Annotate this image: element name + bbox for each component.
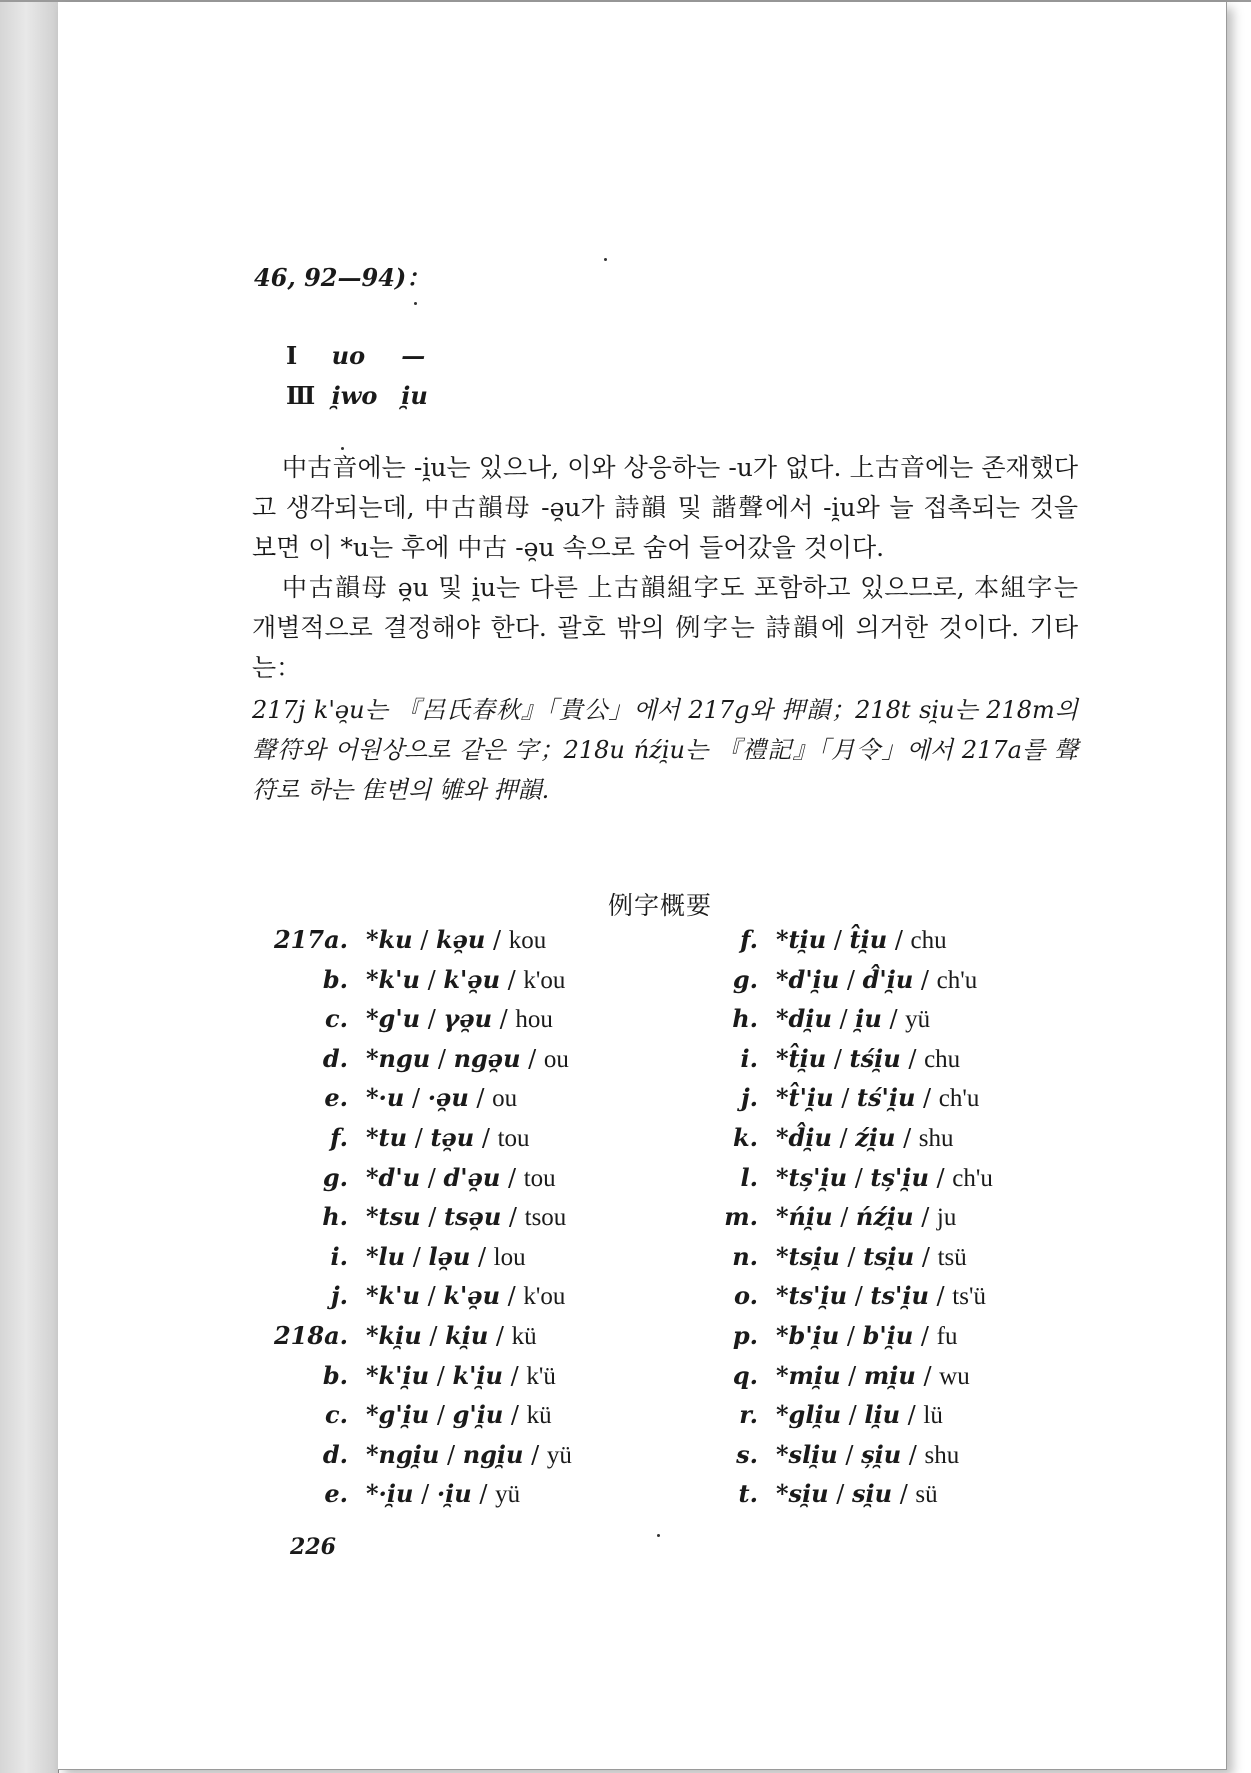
ancient-form: tśi̯u — [849, 1043, 901, 1073]
separator: / — [892, 1480, 916, 1509]
separator: / — [915, 1361, 940, 1390]
examples-right-column — [720, 920, 993, 1514]
separator: / — [837, 1440, 862, 1469]
page-number: 226 — [290, 1534, 336, 1560]
separator: / — [500, 1282, 524, 1311]
ancient-form: si̯u — [851, 1479, 893, 1509]
modern-form: ch'u — [938, 1085, 980, 1113]
separator: / — [485, 926, 509, 954]
example-label: t. — [738, 1479, 758, 1509]
example-label: j. — [330, 1281, 348, 1311]
example-row — [270, 1356, 572, 1396]
separator: / — [429, 1401, 453, 1430]
example-row — [270, 1316, 572, 1356]
example-label: m. — [724, 1202, 758, 1232]
example-row — [270, 1474, 572, 1514]
example-row — [270, 1118, 572, 1158]
example-row — [270, 1237, 572, 1277]
separator: / — [833, 1084, 857, 1113]
example-label: r. — [739, 1400, 758, 1430]
example-label: g. — [322, 1162, 348, 1192]
separator: / — [474, 1123, 498, 1152]
example-label: e. — [324, 1479, 348, 1509]
separator: / — [881, 1005, 906, 1034]
example-label: g. — [732, 964, 758, 994]
archaic-form: *k'u — [366, 1281, 420, 1311]
archaic-form: *d̂i̯u — [776, 1122, 832, 1152]
separator: / — [913, 1321, 937, 1350]
archaic-form: *ts'i̯u — [776, 1281, 848, 1311]
ancient-form: b'i̯u — [862, 1320, 914, 1350]
ancient-form: d̂'i̯u — [862, 964, 914, 994]
example-row — [720, 1356, 993, 1396]
example-label: 217a. — [273, 925, 348, 954]
modern-form: kü — [526, 1402, 552, 1430]
modern-form: tou — [497, 1124, 530, 1152]
ancient-form: ngə̯u — [453, 1043, 521, 1073]
grade-label: Ⅰ — [286, 341, 298, 370]
ancient-form: ki̯u — [445, 1320, 489, 1350]
modern-form: ch'u — [936, 966, 978, 994]
example-label: h. — [322, 1202, 348, 1232]
modern-form: wu — [939, 1362, 970, 1390]
archaic-form: *si̯u — [776, 1479, 829, 1509]
ancient-form: și̯u — [861, 1439, 902, 1469]
ancient-form: i̯u — [855, 1004, 882, 1034]
ancient-form: źi̯u — [855, 1122, 896, 1152]
archaic-form: *ki̯u — [366, 1320, 422, 1350]
ancient-form: ngi̯u — [462, 1439, 524, 1469]
separator: / — [913, 965, 937, 994]
separator: / — [914, 1242, 938, 1271]
modern-form: k'ou — [523, 1283, 566, 1311]
notes-paragraph: 217j k'ə̯u는 『呂氏春秋』「貴公」에서 217g와 押韻；218t si̯u는 218m의 聲符와 어원상으로 같은 字；218u ńźi̯u는 『禮記』「月令」에서 217a를 聲符로 하는 隹변의 雊와 押韻. — [252, 696, 1078, 804]
modern-form: fu — [936, 1322, 958, 1350]
example-label: b. — [322, 964, 348, 994]
separator: / — [900, 1401, 924, 1430]
separator: / — [831, 1123, 856, 1152]
ancient-form: kə̯u — [435, 925, 486, 954]
ancient-form: tś'i̯u — [856, 1083, 916, 1113]
separator: / — [840, 1361, 864, 1390]
separator: / — [420, 1005, 444, 1034]
separator: / — [847, 1163, 871, 1192]
separator: / — [895, 1123, 919, 1152]
final-cell: i̯wo — [331, 381, 378, 410]
archaic-form: *k'u — [366, 964, 420, 994]
separator: / — [839, 1242, 864, 1271]
example-row — [720, 1197, 993, 1237]
separator: / — [901, 1440, 925, 1469]
example-label: f. — [740, 925, 758, 954]
ancient-form: ts'i̯u — [870, 1281, 929, 1311]
archaic-form: *d'i̯u — [776, 964, 840, 994]
modern-form: chu — [924, 1045, 961, 1073]
modern-form: yü — [905, 1006, 931, 1034]
example-row — [720, 1118, 993, 1158]
example-row — [720, 1237, 993, 1277]
example-row — [270, 1158, 572, 1198]
archaic-form: *ńi̯u — [776, 1202, 833, 1232]
modern-form: k'ou — [523, 966, 566, 994]
archaic-form: *t̂'i̯u — [776, 1083, 834, 1113]
print-speck — [657, 1534, 660, 1537]
example-row — [270, 1276, 572, 1316]
ancient-form: tsi̯u — [863, 1241, 915, 1271]
separator: / — [439, 1440, 463, 1469]
separator: / — [915, 1084, 939, 1113]
ancient-form: lə̯u — [428, 1241, 471, 1271]
ancient-form: t̂i̯u — [849, 925, 888, 954]
modern-form: ou — [492, 1085, 518, 1113]
modern-form: k'ü — [526, 1362, 556, 1390]
modern-form: chu — [910, 927, 947, 954]
example-row — [720, 1078, 993, 1118]
paragraph: 中古韻母 ə̯u 및 i̯u는 다른 上古韻組字도 포함하고 있으므로, 本組字는 개별적으로 결정해야 한다. 괄호 밖의 例字는 詩韻에 의거한 것이다. 기타는： — [252, 573, 1078, 682]
archaic-form: *ti̯u — [776, 925, 827, 954]
modern-form: shu — [924, 1441, 960, 1469]
ancient-form: tə̯u — [430, 1122, 475, 1152]
archaic-form: *ku — [366, 925, 413, 954]
example-row — [270, 1197, 572, 1237]
separator: / — [887, 926, 911, 954]
separator: / — [420, 1163, 444, 1192]
modern-form: tsou — [524, 1204, 567, 1232]
section-title: 例字概要 — [608, 891, 713, 920]
archaic-form: *b'i̯u — [776, 1320, 840, 1350]
separator: / — [828, 1480, 852, 1509]
archaic-form: *ngi̯u — [366, 1439, 440, 1469]
example-label: i. — [740, 1043, 758, 1073]
separator: / — [502, 1361, 527, 1390]
final-table — [286, 336, 428, 416]
separator: / — [826, 926, 850, 954]
modern-form: ju — [936, 1204, 957, 1232]
final-table-row — [286, 376, 428, 416]
archaic-form: *·i̯u — [366, 1479, 414, 1509]
archaic-form: *g'i̯u — [366, 1400, 430, 1430]
archaic-form: *tș'i̯u — [776, 1162, 848, 1192]
modern-form: kou — [508, 927, 547, 954]
example-row — [720, 920, 993, 960]
separator: / — [404, 1084, 428, 1113]
archaic-form: *mi̯u — [776, 1360, 841, 1390]
separator: / — [500, 1163, 524, 1192]
separator: / — [841, 1401, 865, 1430]
example-label: j. — [740, 1083, 758, 1113]
paragraph: 中古音에는 -i̯u는 있으나, 이와 상응하는 -u가 없다. 上古音에는 존재했다고 생각되는데, 中古韻母 -ə̯u가 詩韻 및 諧聲에서 -i̯u와 늘 접촉되는 것을 보면 이 *u는 후에 中古 -ə̯u 속으로 숨어 들어갔을 것이다. — [252, 453, 1078, 562]
separator: / — [419, 1282, 444, 1311]
example-label: s. — [736, 1439, 758, 1469]
ancient-form: k'ə̯u — [443, 964, 501, 994]
modern-form: sü — [915, 1481, 938, 1509]
separator: / — [429, 1361, 453, 1390]
example-label: i. — [330, 1241, 348, 1271]
example-label: c. — [325, 1400, 348, 1430]
example-row — [720, 1316, 993, 1356]
modern-form: yü — [495, 1481, 521, 1509]
modern-form: lü — [923, 1402, 943, 1430]
example-label: f. — [330, 1122, 348, 1152]
archaic-form: *gli̯u — [776, 1400, 842, 1430]
print-speck — [604, 258, 607, 261]
archaic-form: *di̯u — [776, 1004, 832, 1034]
reference-line: 46, 92—94)： — [254, 263, 431, 292]
modern-form: lou — [493, 1243, 526, 1271]
ancient-form: mi̯u — [863, 1360, 916, 1390]
ancient-form: γə̯u — [443, 1004, 493, 1034]
example-row — [270, 999, 572, 1039]
ancient-form: li̯u — [864, 1400, 901, 1430]
separator: / — [501, 1203, 525, 1232]
archaic-form: *tsu — [366, 1202, 421, 1232]
separator: / — [928, 1282, 953, 1311]
archaic-form: *g'u — [366, 1004, 421, 1034]
archaic-form: *t̂i̯u — [776, 1043, 827, 1073]
example-row — [720, 1395, 993, 1435]
example-label: e. — [324, 1083, 348, 1113]
example-label: 218a. — [273, 1320, 348, 1350]
archaic-form: *d'u — [366, 1162, 421, 1192]
example-row — [720, 1276, 993, 1316]
separator: / — [430, 1044, 454, 1073]
separator: / — [503, 1401, 527, 1430]
example-label: o. — [734, 1281, 758, 1311]
separator: / — [826, 1044, 850, 1073]
ancient-form: k'ə̯u — [443, 1281, 501, 1311]
separator: / — [832, 1203, 856, 1232]
separator: / — [405, 1242, 429, 1271]
separator: / — [900, 1044, 925, 1073]
example-row — [270, 1435, 572, 1475]
separator: / — [412, 926, 436, 954]
ancient-form: tsə̯u — [443, 1202, 502, 1232]
modern-form: ch'u — [952, 1164, 993, 1192]
modern-form: ts'ü — [952, 1283, 986, 1311]
final-table-row — [286, 336, 428, 376]
ancient-form: ·ə̯u — [427, 1083, 469, 1113]
example-row — [270, 920, 572, 960]
separator: / — [488, 1321, 512, 1350]
example-label: p. — [732, 1320, 758, 1350]
ancient-form: d'ə̯u — [443, 1162, 501, 1192]
modern-form: ou — [543, 1045, 569, 1073]
example-row — [720, 1435, 993, 1475]
separator: / — [492, 1005, 516, 1034]
ancient-form: ·i̯u — [436, 1479, 472, 1509]
example-label: d. — [322, 1043, 348, 1073]
example-label: d. — [322, 1439, 348, 1469]
archaic-form: *tu — [366, 1122, 408, 1152]
body-text — [252, 448, 1078, 810]
example-row — [720, 1039, 993, 1079]
print-speck — [414, 302, 417, 305]
separator: / — [913, 1203, 937, 1232]
separator: / — [839, 1321, 863, 1350]
archaic-form: *·u — [366, 1083, 405, 1113]
modern-form: tsü — [937, 1243, 967, 1271]
ancient-form: ńźi̯u — [855, 1202, 914, 1232]
archaic-form: *tsi̯u — [776, 1241, 840, 1271]
example-label: k. — [733, 1122, 758, 1152]
examples-left-column — [270, 920, 572, 1514]
ancient-form: k'i̯u — [452, 1360, 503, 1390]
example-row — [720, 999, 993, 1039]
example-label: c. — [325, 1004, 348, 1034]
example-label: b. — [322, 1360, 348, 1390]
separator: / — [413, 1480, 437, 1509]
separator: / — [470, 1242, 494, 1271]
archaic-form: *k'i̯u — [366, 1360, 430, 1390]
example-label: q. — [732, 1360, 758, 1390]
example-row — [270, 960, 572, 1000]
example-row — [720, 1158, 993, 1198]
archaic-form: *ngu — [366, 1043, 431, 1073]
separator: / — [847, 1282, 871, 1311]
modern-form: hou — [515, 1006, 553, 1034]
final-cell: i̯u — [401, 381, 428, 410]
ancient-form: g'i̯u — [452, 1400, 504, 1430]
separator: / — [421, 1321, 446, 1350]
example-row — [270, 1078, 572, 1118]
ancient-form: tș'i̯u — [870, 1162, 929, 1192]
example-row — [270, 1395, 572, 1435]
archaic-form: *lu — [366, 1241, 406, 1271]
example-label: h. — [732, 1004, 758, 1034]
separator: / — [520, 1044, 544, 1073]
separator: / — [471, 1480, 496, 1509]
separator: / — [420, 1203, 444, 1232]
example-row — [270, 1039, 572, 1079]
example-label: l. — [740, 1162, 758, 1192]
modern-form: yü — [546, 1441, 572, 1469]
separator: / — [407, 1123, 431, 1152]
archaic-form: *sli̯u — [776, 1439, 838, 1469]
final-cell: — — [401, 341, 426, 370]
example-row — [720, 1474, 993, 1514]
separator: / — [419, 965, 444, 994]
modern-form: kü — [511, 1322, 537, 1350]
final-cell: uo — [331, 341, 366, 370]
example-row — [720, 960, 993, 1000]
example-label: n. — [732, 1241, 758, 1271]
separator: / — [468, 1084, 493, 1113]
separator: / — [839, 965, 863, 994]
separator: / — [500, 965, 524, 994]
grade-label: Ⅲ — [286, 381, 316, 410]
separator: / — [928, 1163, 953, 1192]
book-edge — [0, 0, 59, 1773]
modern-form: tou — [523, 1164, 556, 1192]
modern-form: shu — [918, 1124, 954, 1152]
separator: / — [523, 1440, 547, 1469]
separator: / — [831, 1005, 856, 1034]
